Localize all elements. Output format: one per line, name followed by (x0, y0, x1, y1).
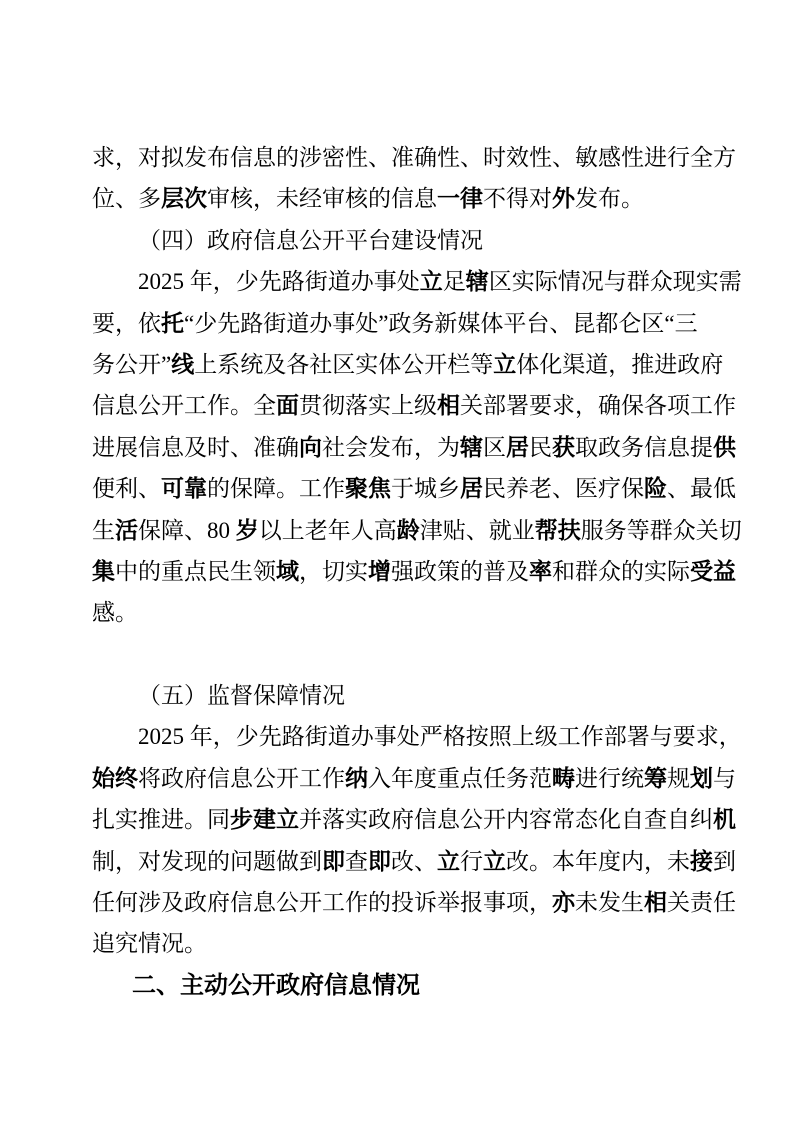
text-segment: 便利、 (92, 476, 161, 502)
text-line (92, 882, 752, 923)
text-segment: 取政务信息提 (575, 434, 713, 460)
text-segment: 区 (483, 434, 506, 460)
text-segment: 改。本年度内，未 (506, 848, 690, 874)
text-segment: 关部署要求，确保各项工作 (460, 393, 736, 419)
bold-text-segment: 险 (644, 475, 667, 502)
bold-text-segment: 聚焦 (345, 475, 391, 502)
bold-text-segment: 立 (419, 268, 443, 295)
text-segment: 追究情况。 (92, 931, 207, 957)
text-segment: ，切实 (299, 558, 368, 584)
text-line (92, 385, 752, 426)
bold-text-segment: 获 (552, 433, 575, 460)
text-segment: 2025 年，少先路街道办事处 (138, 269, 420, 295)
text-line (92, 427, 752, 468)
text-segment: 生 (92, 517, 115, 543)
text-segment: “少先路街道办事处”政务新媒体平台、昆都仑区“三 (184, 310, 698, 336)
bold-text-segment: 帮扶 (534, 516, 581, 543)
text-line (92, 344, 752, 385)
text-segment: 不得对 (483, 186, 552, 212)
text-line (92, 551, 752, 592)
text-segment: 津贴、就业 (419, 517, 535, 543)
text-line (92, 178, 752, 219)
bold-text-segment: 受益 (690, 557, 736, 584)
text-segment: 并落实政府信息公开内容常态化自查自纠 (299, 807, 713, 833)
text-segment: 上系统及各社区实体公开栏等 (194, 351, 494, 377)
bold-text-segment: 外 (552, 185, 575, 212)
text-segment: 区实际情况与群众现实需 (488, 269, 742, 295)
bold-text-segment: 龄 (396, 516, 420, 543)
bold-text-segment: 立 (437, 847, 460, 874)
bold-text-segment: 筹 (644, 764, 667, 791)
text-segment: 行 (460, 848, 483, 874)
bold-text-segment: 层次 (161, 185, 207, 212)
text-segment: 入年度重点任务范 (368, 765, 552, 791)
bold-text-segment: 托 (161, 309, 184, 336)
text-segment: 未发生 (575, 890, 644, 916)
bold-text-segment: 即 (368, 847, 391, 874)
bold-text-segment: 域 (276, 557, 299, 584)
bold-text-segment: 向 (299, 433, 322, 460)
text-line (92, 716, 752, 757)
text-line (92, 220, 752, 261)
text-segment: 进行统 (575, 765, 644, 791)
bold-text-segment: 辖 (465, 268, 489, 295)
text-segment: 改、 (391, 848, 437, 874)
bold-text-segment: 居 (506, 433, 529, 460)
bold-text-segment: 辖 (460, 433, 483, 460)
bold-text-segment: 增 (368, 557, 391, 584)
text-segment: 进展信息及时、准确 (92, 434, 299, 460)
bold-text-segment: 亦 (552, 889, 575, 916)
text-segment: 关责任 (667, 890, 736, 916)
text-segment: 规 (667, 765, 690, 791)
text-line (92, 510, 752, 551)
text-line (92, 675, 752, 716)
bold-text-segment: 划 (690, 764, 713, 791)
bold-text-segment: 立 (493, 350, 517, 377)
bold-text-segment: 相 (644, 889, 667, 916)
text-segment: 求，对拟发布信息的涉密性、准确性、时效性、敏感性进行全方 (92, 145, 736, 170)
text-segment: 足 (442, 269, 466, 295)
bold-text-segment: 相 (437, 392, 460, 419)
text-line (92, 261, 752, 302)
text-segment: 要，依 (92, 310, 161, 336)
text-segment: 信息公开工作。全 (92, 393, 276, 419)
text-segment: （四）政府信息公开平台建设情况 (138, 227, 483, 253)
text-segment: 与 (713, 765, 736, 791)
text-segment: 贯彻落实上级 (299, 393, 437, 419)
text-line (92, 303, 752, 344)
text-segment: （五）监督保障情况 (138, 683, 345, 709)
text-segment: 查 (345, 848, 368, 874)
text-line (92, 965, 752, 1006)
text-segment: 扎实推进。同 (92, 807, 230, 833)
text-line (92, 758, 752, 799)
text-segment: 体化渠道，推进政府 (516, 351, 724, 377)
bold-text-segment: 始终 (92, 764, 138, 791)
text-segment: 感。 (92, 600, 138, 626)
bold-text-segment: 步建立 (230, 806, 299, 833)
text-segment: 任何涉及政府信息公开工作的投诉举报事项， (92, 890, 552, 916)
bold-text-segment: 可靠 (161, 475, 207, 502)
bold-text-segment: 活 (115, 516, 138, 543)
text-segment: 强政策的普及 (391, 558, 529, 584)
text-line (92, 137, 752, 178)
bold-text-segment: 岁 (235, 516, 259, 543)
bold-text-segment: 纳 (345, 764, 368, 791)
text-segment: 审核，未经审核的信息 (207, 186, 437, 212)
bold-text-segment: 一律 (437, 185, 483, 212)
bold-text-segment: 率 (529, 557, 552, 584)
text-segment: 民 (529, 434, 552, 460)
text-segment: 中的重点民生领 (115, 558, 276, 584)
text-segment: 民养老、医疗保 (483, 476, 644, 502)
bold-text-segment: 供 (713, 433, 736, 460)
text-segment: 服务等群众关切 (580, 517, 742, 543)
bold-text-segment: 面 (276, 392, 299, 419)
text-segment: 制，对发现的问题做到 (92, 848, 322, 874)
text-line (92, 841, 752, 882)
text-segment: 位、多 (92, 186, 161, 212)
text-segment: 务公开” (92, 351, 172, 377)
document-body (92, 137, 752, 1006)
bold-text-segment: 立 (483, 847, 506, 874)
bold-text-segment: 线 (171, 350, 195, 377)
bold-text-segment: 即 (322, 847, 345, 874)
text-segment: 2025 年，少先路街道办事处严格按照上级工作部署与要求， (138, 724, 742, 750)
text-line (92, 799, 752, 840)
text-segment: 的保障。工作 (207, 476, 345, 502)
text-segment: 、最低 (667, 476, 736, 502)
text-segment: 到 (713, 848, 736, 874)
text-segment: 二、主动公开政府信息情况 (132, 971, 420, 999)
bold-text-segment: 接 (690, 847, 713, 874)
bold-text-segment: 集 (92, 557, 115, 584)
bold-text-segment: 机 (713, 806, 736, 833)
bold-text-segment: 畴 (552, 764, 575, 791)
text-segment: 将政府信息公开工作 (138, 765, 345, 791)
text-segment: 和群众的实际 (552, 558, 690, 584)
text-line (92, 468, 752, 509)
text-segment: 发布。 (575, 186, 644, 212)
text-line (92, 923, 752, 964)
text-segment: 以上老年人高 (258, 517, 397, 543)
blank-line (92, 634, 752, 675)
text-segment: 社会发布，为 (322, 434, 460, 460)
text-segment: 保障、80 (138, 517, 236, 543)
bold-text-segment: 居 (460, 475, 483, 502)
text-line (92, 592, 752, 633)
text-segment: 于城乡 (391, 476, 460, 502)
